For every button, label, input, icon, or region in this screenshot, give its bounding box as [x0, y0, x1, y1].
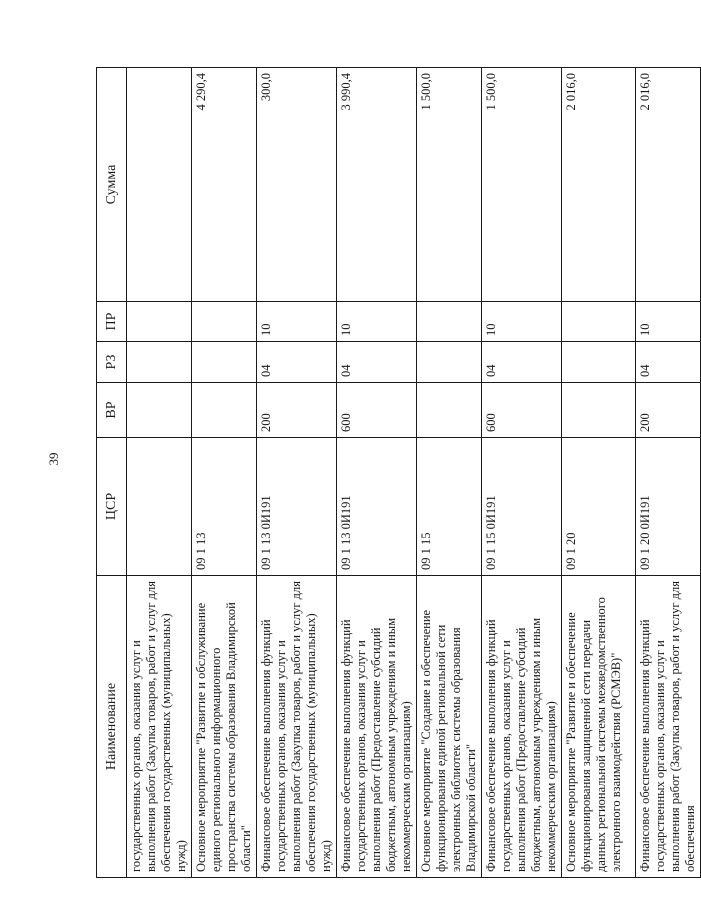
cell-name: Финансовое обеспечение выполнения функций государственных органов, оказания услуг и выполнения работ (Предоставление субсидий бюджетным, автономным учреждениям и иным некоммерческим организациям) [482, 576, 562, 878]
cell-rz: 04 [482, 342, 562, 383]
cell-sum: 2 016,0 [562, 68, 636, 302]
cell-name: Финансовое обеспечение выполнения функций государственных органов, оказания услуг и выполнения работ (Закупка товаров, работ и услуг для обеспечения государственных (муниципальных) нужд) [257, 576, 337, 878]
table-row [562, 68, 636, 878]
header-name: Наименование [97, 576, 127, 878]
cell-name: государственных органов, оказания услуг и выполнения работ (Закупка товаров, работ и услуг для обеспечения государственных (муниципальных) нужд) [127, 576, 192, 878]
table-row [636, 68, 701, 878]
cell-vr [417, 383, 482, 438]
cell-sum: 3 990,4 [337, 68, 417, 302]
cell-vr: 200 [257, 383, 337, 438]
rotated-table-container [96, 68, 697, 878]
cell-sum: 300,0 [257, 68, 337, 302]
header-sum: Сумма [97, 68, 127, 302]
header-vr: ВР [97, 383, 127, 438]
cell-vr: 200 [636, 383, 701, 438]
cell-csr: 09 1 13 0И191 [257, 438, 337, 576]
cell-vr: 600 [337, 383, 417, 438]
table-row [482, 68, 562, 878]
cell-pr [417, 302, 482, 342]
cell-name: Финансовое обеспечение выполнения функций государственных органов, оказания услуг и выполнения работ (Закупка товаров, работ и услуг для обеспечения [636, 576, 701, 878]
cell-pr: 10 [337, 302, 417, 342]
cell-vr [127, 383, 192, 438]
cell-vr [562, 383, 636, 438]
header-pr: ПР [97, 302, 127, 342]
table-row [417, 68, 482, 878]
cell-sum: 4 290,4 [192, 68, 257, 302]
cell-rz [127, 342, 192, 383]
cell-name: Финансовое обеспечение выполнения функций государственных органов, оказания услуг и выполнения работ (Предоставление субсидий бюджетным, автономным учреждениям и иным некоммерческим организациям) [337, 576, 417, 878]
cell-csr: 09 1 20 0И191 [636, 438, 701, 576]
cell-csr: 09 1 15 0И191 [482, 438, 562, 576]
page-number: 39 [46, 452, 61, 466]
table-row [127, 68, 192, 878]
cell-rz [192, 342, 257, 383]
cell-csr: 09 1 13 [192, 438, 257, 576]
cell-pr [562, 302, 636, 342]
cell-name: Основное мероприятие "Развитие и обслуживание единого регионального информационного пространства системы образования Владимирской области" [192, 576, 257, 878]
cell-pr: 10 [636, 302, 701, 342]
table-row [192, 68, 257, 878]
cell-sum: 1 500,0 [417, 68, 482, 302]
header-row [97, 68, 127, 878]
cell-sum: 1 500,0 [482, 68, 562, 302]
table-row [337, 68, 417, 878]
cell-csr: 09 1 13 0И191 [337, 438, 417, 576]
cell-name: Основное мероприятие "Развитие и обеспечение функционирования защищенной сети передачи данных региональной системы межведомственного электронного взаимодействия (РСМЭВ)" [562, 576, 636, 878]
cell-vr: 600 [482, 383, 562, 438]
cell-pr [127, 302, 192, 342]
cell-rz [562, 342, 636, 383]
cell-rz: 04 [337, 342, 417, 383]
cell-vr [192, 383, 257, 438]
cell-pr: 10 [482, 302, 562, 342]
cell-pr [192, 302, 257, 342]
cell-csr: 09 1 20 [562, 438, 636, 576]
budget-table [96, 67, 701, 878]
table-row [257, 68, 337, 878]
cell-sum [127, 68, 192, 302]
cell-rz [417, 342, 482, 383]
cell-pr: 10 [257, 302, 337, 342]
cell-sum: 2 016,0 [636, 68, 701, 302]
cell-rz: 04 [636, 342, 701, 383]
header-csr: ЦСР [97, 438, 127, 576]
cell-rz: 04 [257, 342, 337, 383]
cell-name: Основное мероприятие "Создание и обеспечение функционирования единой региональной сети электронных библиотек системы образования Владимирской области" [417, 576, 482, 878]
header-rz: РЗ [97, 342, 127, 383]
cell-csr [127, 438, 192, 576]
cell-csr: 09 1 15 [417, 438, 482, 576]
